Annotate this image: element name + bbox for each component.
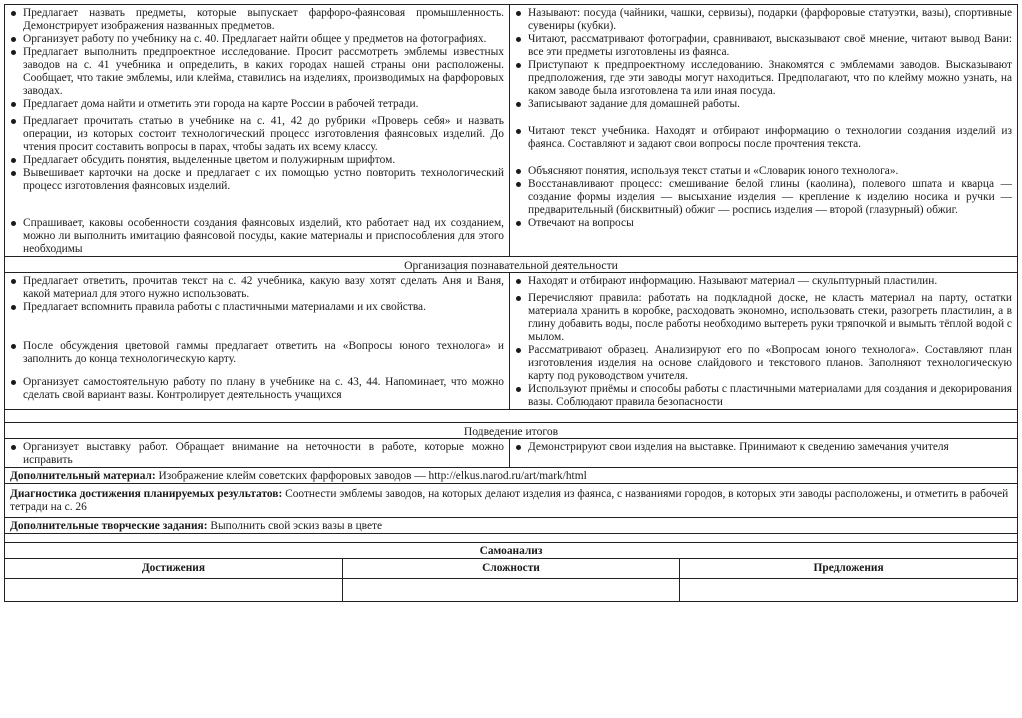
list-item: Предлагает назвать предметы, которые выпускает фарфоро-фаянсовая промышленность. Демонстрирует изображения названных предметов. [10,7,504,33]
spacer-row [5,534,1018,543]
list-item: Находят и отбирают информацию. Называют материал — скульптурный пластилин. [515,275,1012,288]
list-item: Организует самостоятельную работу по плану в учебнике на с. 43, 44. Напоминает, что можно сделать свой вариант вазы. Контролирует деятельность учащихся [10,376,504,402]
extra-material-label: Дополнительный материал: [10,470,156,482]
self-analysis-cell [5,559,1018,602]
creative-tasks-row [5,518,1018,534]
block2-row [5,273,1018,410]
blank-cell [342,579,679,602]
block3-teacher-cell [5,439,510,468]
blank-cell [5,579,342,602]
diagnostics-text: Соотнести эмблемы заводов, на которых делают изделия из фаянса, с названиями городов, в которых эти заводы расположены, и отметить в рабочей тетради на с. 26 [10,488,1009,513]
spacer-cell [5,410,1018,423]
self-analysis-table [5,559,1017,601]
lesson-table [4,4,1018,602]
self-analysis-title: Самоанализ [5,543,1018,559]
section-title: Организация познавательной деятельности [5,257,1018,273]
diagnostics-label: Диагностика достижения планируемых результатов: [10,488,283,500]
spacer-row [5,410,1018,423]
blank-cell [680,579,1017,602]
block3-row [5,439,1018,468]
list-item: Предлагает дома найти и отметить эти города на карте России в рабочей тетради. [10,98,504,111]
list-item: Предлагает прочитать статью в учебнике на с. 41, 42 до рубрики «Проверь себя» и назвать операции, из которых состоит технологический процесс изготовления фаянсовых изделий. До чтения просит составить вопросы в парах, чтобы задать их всему классу. [10,115,504,154]
list-item: Спрашивает, каковы особенности создания фаянсовых изделий, кто работает над их созданием, можно ли выполнить имитацию фаянсовой посуды, какие материалы и приспособления для этого необходимы [10,217,504,256]
list-item: Организует выставку работ. Обращает внимание на неточности в работе, которые можно исправить [10,441,504,467]
list-item: Отвечают на вопросы [515,217,1012,230]
self-analysis-blank-row [5,579,1017,602]
list-item: Читают текст учебника. Находят и отбирают информацию о технологии создания изделий из фаянса. Составляют и задают свои вопросы после прочтения текста. [515,125,1012,151]
diagnostics-cell [5,484,1018,518]
list-item: Демонстрируют свои изделия на выставке. Принимают к сведению замечания учителя [515,441,1012,454]
section-title: Подведение итогов [5,423,1018,439]
list-item: Записывают задание для домашней работы. [515,98,1012,111]
spacer-cell [5,534,1018,543]
creative-tasks-text: Выполнить свой эскиз вазы в цвете [207,520,383,532]
list-item: Объясняют понятия, используя текст статьи и «Словарик юного технолога». [515,165,1012,178]
self-analysis-header-row [5,559,1017,579]
column-header-suggestions: Предложения [680,559,1017,579]
list-item: Предлагает обсудить понятия, выделенные цветом и полужирным шрифтом. [10,154,504,167]
list-item: Вывешивает карточки на доске и предлагает с их помощью устно повторить технологический процесс изготовления фаянсовых изделий. [10,167,504,193]
extra-material-row [5,468,1018,484]
block1-row [5,5,1018,257]
list-item: Предлагает выполнить предпроектное исследование. Просит рассмотреть эмблемы известных заводов на с. 41 учебника и определить, в каких городах нашей страны они расположены. Сообщает, что такие эмблемы, или клейма, ставились на изделиях, производимых на фарфоровых заводах. [10,46,504,98]
list-item: Читают, рассматривают фотографии, сравнивают, высказывают своё мнение, читают вывод Вани: все эти предметы изготовлены из фаянса. [515,33,1012,59]
block1-students-cell [510,5,1018,257]
list-item: Рассматривают образец. Анализируют его по «Вопросам юного технолога». Составляют план изготовления изделия на основе слайдового и текстового планов. Заполняют технологическую карту под руководством учителя. [515,344,1012,383]
block1-teacher-list [10,7,504,256]
block2-teacher-list [10,275,504,402]
block3-students-list [515,441,1012,454]
list-item: Предлагает ответить, прочитав текст на с. 42 учебника, какую вазу хотят сделать Аня и Ваня, какой материал для этого нужно использовать. [10,275,504,301]
diagnostics-row [5,484,1018,518]
list-item: После обсуждения цветовой гаммы предлагает ответить на «Вопросы юного технолога» и заполнить до конца технологическую карту. [10,340,504,366]
list-item: Перечисляют правила: работать на подкладной доске, не класть материал на парту, остатки материала хранить в коробке, расходовать экономно, использовать стеки, разогреть пластилин, а в глину добавить воды, после работы необходимо вытереть руки тряпочкой и вымыть тёплой водой с мылом. [515,292,1012,344]
list-item: Приступают к предпроектному исследованию. Знакомятся с эмблемами заводов. Высказывают предположения, где эти заводы могут находиться. Предполагают, что по клейму можно узнать, на каком заводе была изготовлена та или иная посуда. [515,59,1012,98]
section2-header-row [5,257,1018,273]
extra-material-text: Изображение клейм советских фарфоровых заводов — http://elkus.narod.ru/art/mark/html [155,470,587,482]
list-item: Используют приёмы и способы работы с пластичными материалами для создания и декорирования вазы. Соблюдают правила безопасности [515,383,1012,409]
column-header-difficulties: Сложности [342,559,679,579]
block2-students-list [515,275,1012,409]
list-item: Называют: посуда (чайники, чашки, сервизы), подарки (фарфоровые статуэтки, вазы), спортивные сувениры (кубки). [515,7,1012,33]
block3-teacher-list [10,441,504,467]
section3-header-row [5,423,1018,439]
block2-teacher-cell [5,273,510,410]
block3-students-cell [510,439,1018,468]
self-analysis-row [5,559,1018,602]
extra-material-cell [5,468,1018,484]
column-header-achievements: Достижения [5,559,342,579]
list-item: Организует работу по учебнику на с. 40. Предлагает найти общее у предметов на фотографиях. [10,33,504,46]
creative-tasks-cell [5,518,1018,534]
block1-teacher-cell [5,5,510,257]
block1-students-list [515,7,1012,230]
block2-students-cell [510,273,1018,410]
list-item: Восстанавливают процесс: смешивание белой глины (каолина), полевого шпата и кварца — создание формы изделия — высыхание изделия — крепление к изделию носика и ручки — предварительный (бисквитный) обжиг — роспись изделия — второй (глазурный) обжиг. [515,178,1012,217]
list-item: Предлагает вспомнить правила работы с пластичными материалами и их свойства. [10,301,504,314]
self-analysis-title-row [5,543,1018,559]
creative-tasks-label: Дополнительные творческие задания: [10,520,208,532]
